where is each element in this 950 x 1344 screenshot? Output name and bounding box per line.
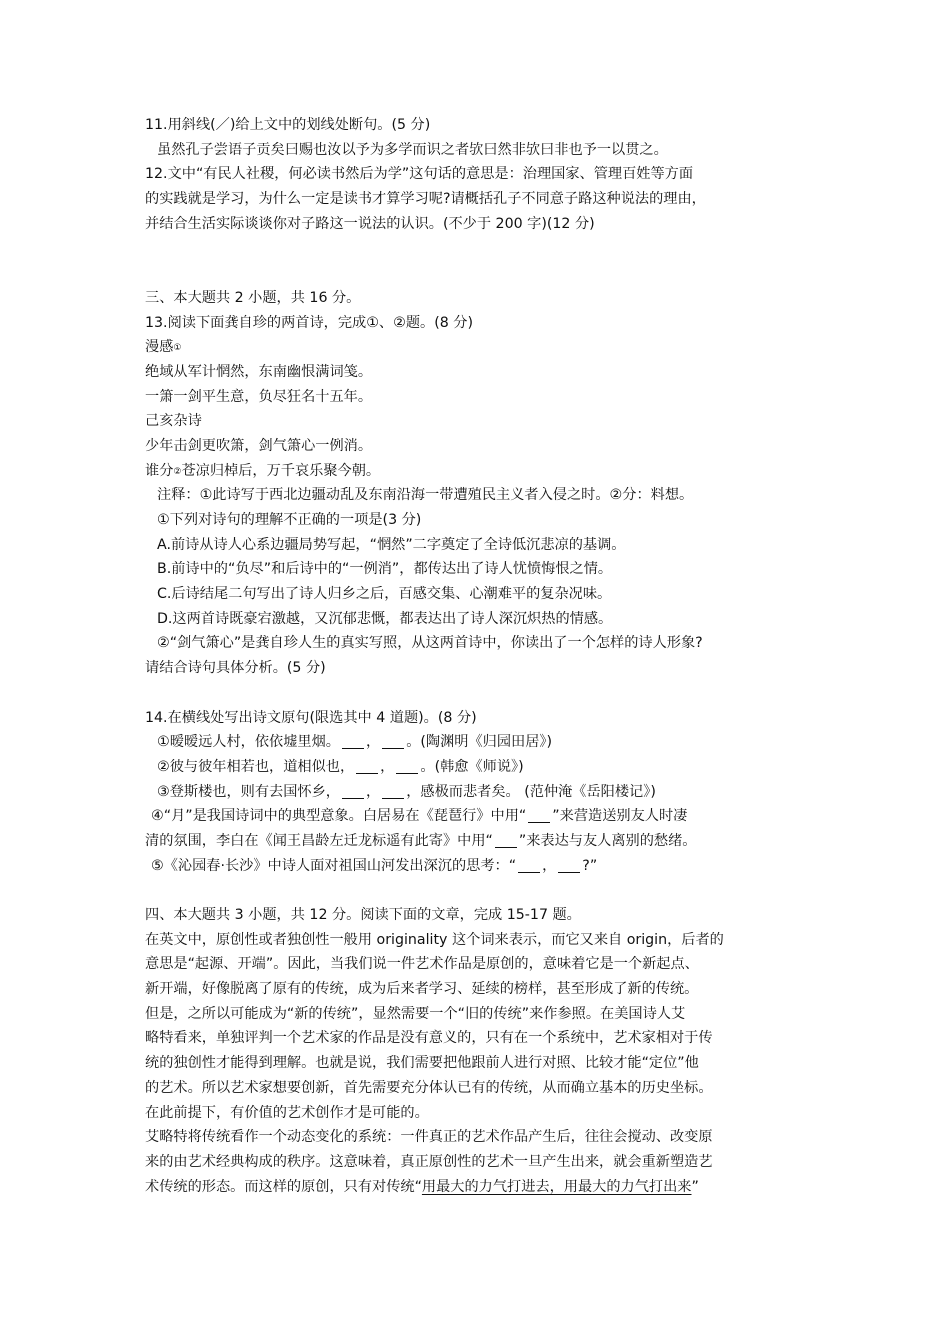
q11-text: 虽然孔子尝语子贡矣曰赐也汝以予为多学而识之者欤曰然非欤曰非也予一以贯之。 [157,141,668,158]
answer-blank[interactable] [558,858,580,873]
note-mark-1: ① [173,343,182,354]
q13-option-c: C.后诗结尾二句写出了诗人归乡之后，百感交集、心潮难平的复杂况味。 [157,586,612,603]
poem2-title: 己亥杂诗 [145,413,202,430]
answer-blank[interactable] [356,759,378,774]
poem1-title: 漫感① [145,339,182,356]
passage-line: 来的由艺术经典构成的秩序。这意味着，真正原创性的艺术一旦产生出来，就会重新塑造艺 [145,1153,713,1170]
answer-blank[interactable] [495,833,517,848]
document-page [145,113,810,1199]
q14-item-2: ②彼与彼年相若也，道相似也， ， 。(韩愈《师说》) [157,758,524,775]
answer-blank[interactable] [396,759,418,774]
passage-line: 意思是“起源、开端”。因此，当我们说一件艺术作品是原创的，意味着它是一个新起点、 [145,956,699,973]
answer-blank[interactable] [382,784,404,799]
poem1-line-1: 绝域从军计惘然，东南幽恨满词笺。 [145,363,373,380]
passage-line: 艾略特将传统看作一个动态变化的系统：一件真正的艺术作品产生后，往往会搅动、改变原 [145,1129,713,1146]
q12-line-1: 12.文中“有民人社稷，何必读书然后为学”这句话的意思是：治理国家、管理百姓等方面 [145,166,694,183]
q13-option-b: B.前诗中的“负尽”和后诗中的“一例消”，都传达出了诗人忧愤悔恨之情。 [157,561,613,578]
answer-blank[interactable] [528,808,550,823]
passage-line: 统的独创性才能得到理解。也就是说，我们需要把他跟前人进行对照、比较才能“定位”他 [145,1055,699,1072]
poem1-line-2: 一箫一剑平生意，负尽狂名十五年。 [145,388,373,405]
passage-line: 略特看来，单独评判一个艺术家的作品是没有意义的，只有在一个系统中，艺术家相对于传 [145,1030,713,1047]
passage-line: 新开端，好像脱离了原有的传统，成为后来者学习、延续的榜样，甚至形成了新的传统。 [145,981,699,998]
poem-notes: 注释：①此诗写于西北边疆动乱及东南沿海一带遭殖民主义者入侵之时。②分：料想。 [157,487,694,504]
q13-sub2-line-2: 请结合诗句具体分析。(5 分) [145,660,326,677]
passage-line: 在此前提下，有价值的艺术创作才是可能的。 [145,1104,429,1121]
poem2-line-1: 少年击剑更吹箫，剑气箫心一例消。 [145,437,373,454]
q12-line-3: 并结合生活实际谈谈你对子路这一说法的认识。(不少于 200 字)(12 分) [145,215,595,232]
answer-blank[interactable] [342,734,364,749]
section3-heading: 三、本大题共 2 小题，共 16 分。 [145,289,361,306]
q14-item-4-line-2: 清的氛围，李白在《闻王昌龄左迁龙标遥有此寄》中用“ ”来表达与友人离别的愁绪。 [145,832,697,849]
q13-title: 13.阅读下面龚自珍的两首诗，完成①、②题。(8 分) [145,314,473,331]
spacer [145,681,810,706]
q14-title: 14.在横线处写出诗文原句(限选其中 4 道题)。(8 分) [145,709,477,726]
passage-line: 在英文中，原创性或者独创性一般用 originality 这个词来表示，而它又来自 origin，后者的 [145,931,724,948]
passage-line: 但是，之所以可能成为“新的传统”，显然需要一个“旧的传统”来作参照。在美国诗人艾 [145,1005,686,1022]
q13-option-d: D.这两首诗既豪宕激越，又沉郁悲慨，都表达出了诗人深沉炽热的情感。 [157,610,613,627]
q13-sub1: ①下列对诗句的理解不正确的一项是(3 分) [157,512,422,529]
q13-option-a: A.前诗从诗人心系边疆局势写起，“惘然”二字奠定了全诗低沉悲凉的基调。 [157,536,626,553]
spacer [145,236,810,285]
q14-item-5: ⑤《沁园春·长沙》中诗人面对祖国山河发出深沉的思考：“ ， ?” [151,857,598,874]
passage-last-line: 术传统的形态。而这样的原创，只有对传统“用最大的力气打进去，用最大的力气打出来” [145,1178,699,1195]
note-mark-2: ② [173,466,182,477]
section4-heading: 四、本大题共 3 小题，共 12 分。阅读下面的文章，完成 15-17 题。 [145,907,581,924]
answer-blank[interactable] [342,784,364,799]
q14-item-3: ③登斯楼也，则有去国怀乡， ， ，感极而悲者矣。 (范仲淹《岳阳楼记》) [157,783,656,800]
poem2-line-2: 谁分②苍凉归棹后，万千哀乐聚今朝。 [145,462,381,479]
q14-item-4-line-1: ④“月”是我国诗词中的典型意象。白居易在《琵琶行》中用“ ”来营造送别友人时凄 [151,808,688,825]
spacer [145,878,810,903]
q12-line-2: 的实践就是学习，为什么一定是读书才算学习呢?请概括孔子不同意子路这种说法的理由， [145,191,706,208]
underlined-phrase: 用最大的力气打进去，用最大的力气打出来 [421,1178,692,1195]
q11-title: 11.用斜线(／)给上文中的划线处断句。(5 分) [145,117,431,133]
q14-item-1: ①暧暧远人村，依依墟里烟。 ， 。(陶渊明《归园田居》) [157,734,553,751]
passage-line: 的艺术。所以艺术家想要创新，首先需要充分体认已有的传统，从而确立基本的历史坐标。 [145,1079,713,1096]
answer-blank[interactable] [518,858,540,873]
q13-sub2-line-1: ②“剑气箫心”是龚自珍人生的真实写照，从这两首诗中，你读出了一个怎样的诗人形象? [157,635,703,652]
answer-blank[interactable] [382,734,404,749]
